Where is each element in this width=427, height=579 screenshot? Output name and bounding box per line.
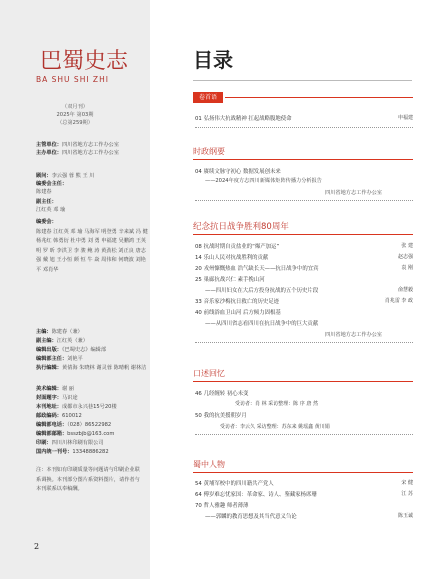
dotted-rule xyxy=(195,200,413,201)
toc-entry[interactable]: 33 音乐家沙梅抗日救亡的历史足迹 肖兆雷 李 政 xyxy=(195,298,413,305)
printer-line: 印刷：四川川林印刷有限公司 xyxy=(36,440,104,446)
section-tag-foreword: 卷首语 xyxy=(193,92,223,103)
toc-entry[interactable]: 40 前线浴血卫山河 后方倾力固根基 xyxy=(195,310,281,316)
toc-entry[interactable]: 50 我的抗美援朝岁月 xyxy=(195,413,247,419)
dotted-rule xyxy=(195,342,413,343)
page-title: 目录 xyxy=(193,48,233,72)
toc-subtitle: ——2024年度方志四川新媒体矩阵传播力分析报告 xyxy=(205,178,322,184)
toc-author: 四川省地方志工作办公室 xyxy=(325,332,383,338)
journal-logo-text: 巴蜀史志 xyxy=(40,49,129,74)
advisors-line: 顾问：李云强 蓉 熊 王 川 xyxy=(36,173,95,179)
toc-entry[interactable]: 08 抗战时期自贡盐业的“爆产加运” 张 建 xyxy=(195,243,413,250)
issn-line: 国内统一刊号：13348886282 xyxy=(36,449,109,455)
section-head-politics: 时政纲要 xyxy=(193,147,225,156)
deputy-editor-line: 副主编：江红英（兼） xyxy=(36,338,88,344)
cover-line: 封面题字：马识途 xyxy=(36,395,78,401)
director-line: 编辑部主任：刘艳平 xyxy=(36,356,83,362)
toc-entry[interactable]: ——四川妇女在大后方投身抗战的五个历史片段 俞慧毅 xyxy=(205,287,413,294)
page-number: 2 xyxy=(34,542,40,551)
sponsor-line: 主管单位：四川省地方志工作办公室 xyxy=(36,142,120,148)
dotted-rule xyxy=(195,434,413,435)
publisher-line: 编辑出版：《巴蜀史志》编辑部 xyxy=(36,347,107,353)
section-rule xyxy=(193,159,413,160)
frequency: （双月刊） xyxy=(62,104,88,110)
toc-entry[interactable]: ——郭麟的教育思想及其当代意义刍论 陈玉诚 xyxy=(205,513,413,520)
total-issue: （总第259期） xyxy=(57,120,93,126)
toc-entry: 受访者：李云久 采访整理：苏东来 姚瑶鑫 黄川娟 xyxy=(220,424,330,430)
toc-entry[interactable]: 46 几经缠转 初心未变 xyxy=(195,391,249,397)
footnote: 注：本刊如有印刷质量等问题请与印刷企业联系调换。本刊部分图片系资料图片，请作者与本刊联系以奉稿酬。 xyxy=(36,467,140,492)
journal-logo xyxy=(40,44,140,74)
toc-entry[interactable]: 20 戎州慷慨热血 浩气缺长天——抗日战争中的宜宾 袁 刚 xyxy=(195,265,413,272)
address-line: 本刊地址：成都市永兴巷15号20楼 xyxy=(36,404,117,410)
masthead-panel xyxy=(0,0,150,579)
section-head-oral-history: 口述回忆 xyxy=(193,369,225,378)
toc-entry[interactable]: ——从四川省志看四川在抗日战争中的巨大贡献 xyxy=(205,321,319,327)
dotted-rule xyxy=(195,127,413,128)
committee-members: 编委会： 陈建春 江红英 邓 瑜 马海军 明登勇 辛来斌 冯 健 杨兆红 韩勇衍 杜中勇 刘 勇 申福建 吴鹏鸿 王英明 罗 昕 李洪卫 李 骏 鲍 涛 黄劲松 刘正良 唐志强 戴 旭 王小恒 颜 恒 牛 焱 周伟和 何晓波 刘艳平 邓肖华 xyxy=(36,219,148,273)
section-head-anniversary: 纪念抗日战争胜利80周年 xyxy=(193,222,289,232)
issue-number: 2025年 第03期 xyxy=(56,112,94,118)
section-rule xyxy=(193,472,413,473)
phone-line: 编辑部电话：（028）86522982 xyxy=(36,422,112,428)
toc-entry: 受访者：肖 林 采访整理：陈 序 唐 然 xyxy=(235,401,318,407)
host-line: 主办单位：四川省地方志工作办公室 xyxy=(36,150,120,156)
toc-entry[interactable]: 14 乐山人民对抗战胜利的贡献 赵志强 xyxy=(195,254,413,261)
art-editor-line: 美术编辑：谢 丽 xyxy=(36,386,74,392)
toc-entry[interactable]: 04 赓续文脉守初心 数据发展创未来 xyxy=(195,169,281,175)
exec-editors-line: 执行编辑：黄倩海 朱晓林 谢灵蓉 陈晴帆 谢林洁 xyxy=(36,365,147,371)
toc-entry[interactable]: 54 黄埔军校中的四川籍共产党人 宋 健 xyxy=(195,480,413,487)
section-rule xyxy=(193,381,413,382)
committee-head-line: 编委会主任： 陈建春 xyxy=(36,181,68,195)
toc-entry[interactable]: 25 巢廊抗战兴仁 素手挽山河 xyxy=(195,277,265,283)
vice-line: 副主任： 江红英 邓 瑜 xyxy=(36,199,66,213)
toc-author: 四川省地方志工作办公室 xyxy=(325,190,383,196)
editor-line: 主编：陈建春（兼） xyxy=(36,329,83,335)
email-line: 编辑部邮箱：bsszbjb@163.com xyxy=(36,431,115,437)
journal-logo-pinyin: BA SHU SHI ZHI xyxy=(36,75,109,84)
toc-entry[interactable]: 01 弘扬伟大抗战精神 扛起战略腹地使命 申福建 xyxy=(195,115,413,122)
section-rule xyxy=(225,97,413,98)
section-head-figures: 蜀中人物 xyxy=(193,460,225,469)
title-rule xyxy=(193,80,412,81)
section-rule xyxy=(193,234,413,235)
toc-entry[interactable]: 70 哲人雅趣 师者薄薄 xyxy=(195,503,249,509)
zip-line: 邮政编码：610012 xyxy=(36,413,82,419)
toc-entry[interactable]: 64 傅岁难忘忧家国：革命家、诗人、鉴藏家杨席珊 江 苏 xyxy=(195,491,413,498)
